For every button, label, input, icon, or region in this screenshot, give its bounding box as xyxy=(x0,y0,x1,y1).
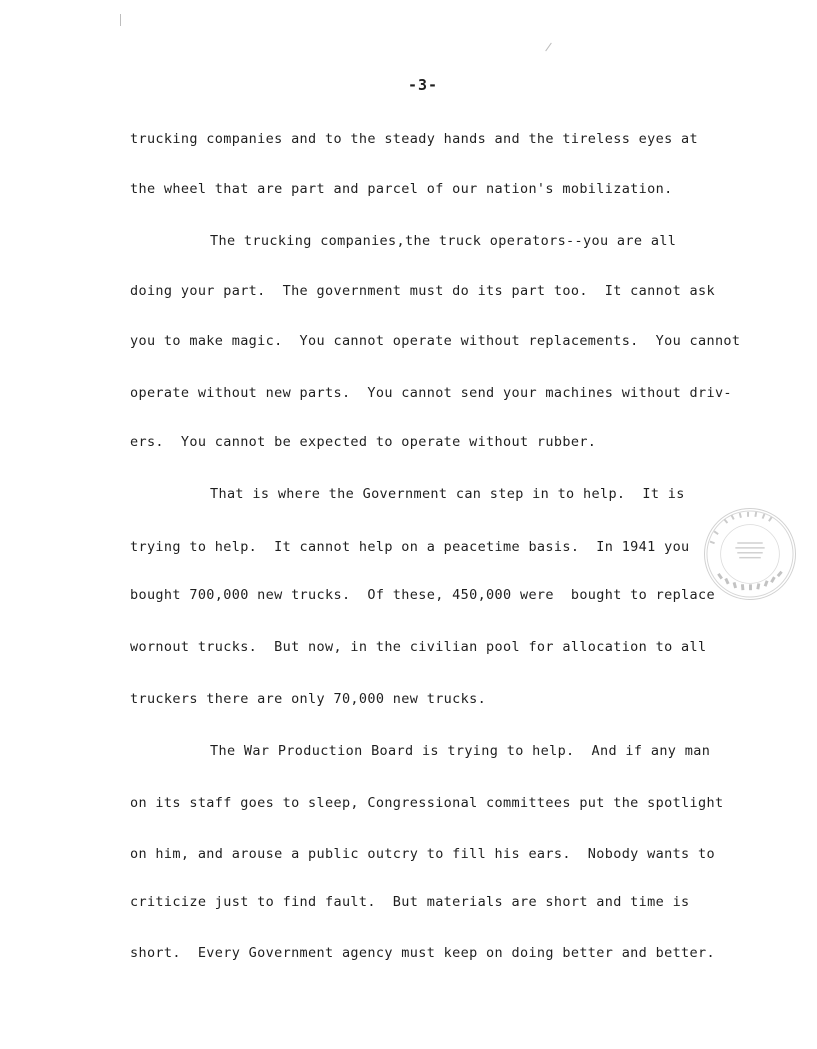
text-line: truckers there are only 70,000 new trucks. xyxy=(130,691,487,707)
text-line: criticize just to find fault. But materials are short and time is xyxy=(130,894,690,910)
text-line: the wheel that are part and parcel of our nation's mobilization. xyxy=(130,181,673,197)
text-line: The trucking companies,the truck operators--you are all xyxy=(210,233,677,249)
pencil-mark xyxy=(545,43,552,52)
archive-stamp xyxy=(704,508,796,600)
text-line: trying to help. It cannot help on a peacetime basis. In 1941 you xyxy=(130,539,690,555)
edge-mark xyxy=(120,14,121,26)
text-line: The War Production Board is trying to help. And if any man xyxy=(210,743,711,759)
stamp-seal-icon xyxy=(705,509,795,599)
text-line: doing your part. The government must do its part too. It cannot ask xyxy=(130,283,715,299)
text-line: trucking companies and to the steady hands and the tireless eyes at xyxy=(130,131,699,147)
text-line: wornout trucks. But now, in the civilian pool for allocation to all xyxy=(130,639,707,655)
page-number: -3- xyxy=(408,76,439,94)
text-line: operate without new parts. You cannot send your machines without driv- xyxy=(130,385,732,401)
text-line: on him, and arouse a public outcry to fill his ears. Nobody wants to xyxy=(130,846,715,862)
text-line: That is where the Government can step in to help. It is xyxy=(210,486,685,502)
text-line: on its staff goes to sleep, Congressional committees put the spotlight xyxy=(130,795,724,811)
text-line: ers. You cannot be expected to operate without rubber. xyxy=(130,434,597,450)
text-line: you to make magic. You cannot operate without replacements. You cannot xyxy=(130,333,741,349)
text-line: short. Every Government agency must keep on doing better and better. xyxy=(130,945,715,961)
text-line: bought 700,000 new trucks. Of these, 450,000 were bought to replace xyxy=(130,587,715,603)
